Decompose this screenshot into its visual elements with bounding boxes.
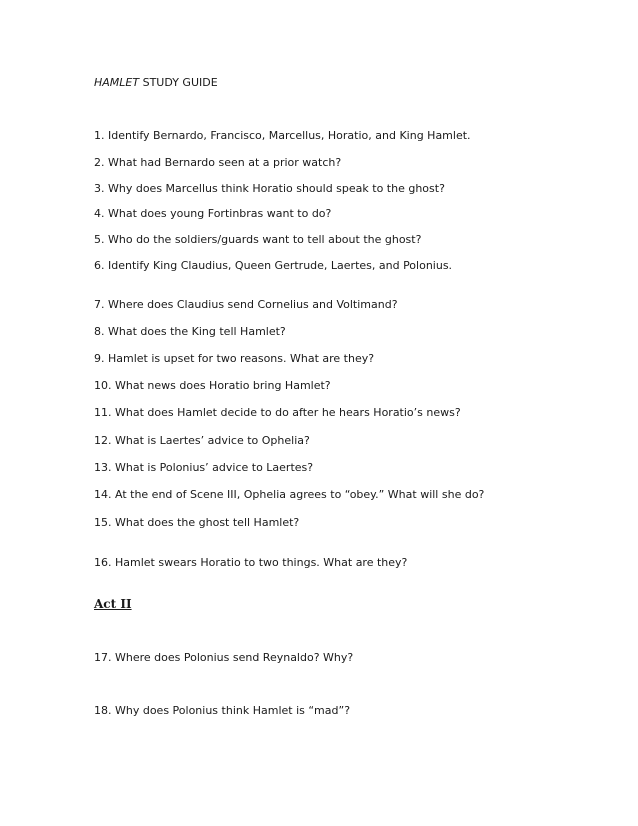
question-5: 5. Who do the soldiers/guards want to tell about the ghost? — [94, 233, 422, 246]
question-13: 13. What is Polonius’ advice to Laertes? — [94, 461, 314, 474]
section-heading-act-2: Act II — [94, 597, 132, 611]
question-16: 16. Hamlet swears Horatio to two things. What are they? — [94, 556, 408, 569]
question-12: 12. What is Laertes’ advice to Ophelia? — [94, 434, 310, 447]
question-8: 8. What does the King tell Hamlet? — [94, 325, 286, 338]
question-18: 18. Why does Polonius think Hamlet is “mad”? — [94, 704, 351, 717]
question-6: 6. Identify King Claudius, Queen Gertrude, Laertes, and Polonius. — [94, 259, 453, 272]
question-4: 4. What does young Fortinbras want to do? — [94, 207, 332, 220]
question-10: 10. What news does Horatio bring Hamlet? — [94, 379, 331, 392]
title-rest: STUDY GUIDE — [142, 76, 218, 89]
title-italic: HAMLET — [94, 76, 140, 89]
question-9: 9. Hamlet is upset for two reasons. What are they? — [94, 352, 375, 365]
question-1: 1. Identify Bernardo, Francisco, Marcellus, Horatio, and King Hamlet. — [94, 129, 471, 142]
question-15: 15. What does the ghost tell Hamlet? — [94, 516, 300, 529]
question-3: 3. Why does Marcellus think Horatio should speak to the ghost? — [94, 182, 445, 195]
question-2: 2. What had Bernardo seen at a prior watch? — [94, 156, 342, 169]
page-title — [94, 76, 218, 89]
question-14: 14. At the end of Scene III, Ophelia agrees to “obey.” What will she do? — [94, 488, 485, 501]
question-7: 7. Where does Claudius send Cornelius and Voltimand? — [94, 298, 398, 311]
question-11: 11. What does Hamlet decide to do after he hears Horatio’s news? — [94, 406, 461, 419]
question-17: 17. Where does Polonius send Reynaldo? Why? — [94, 651, 354, 664]
